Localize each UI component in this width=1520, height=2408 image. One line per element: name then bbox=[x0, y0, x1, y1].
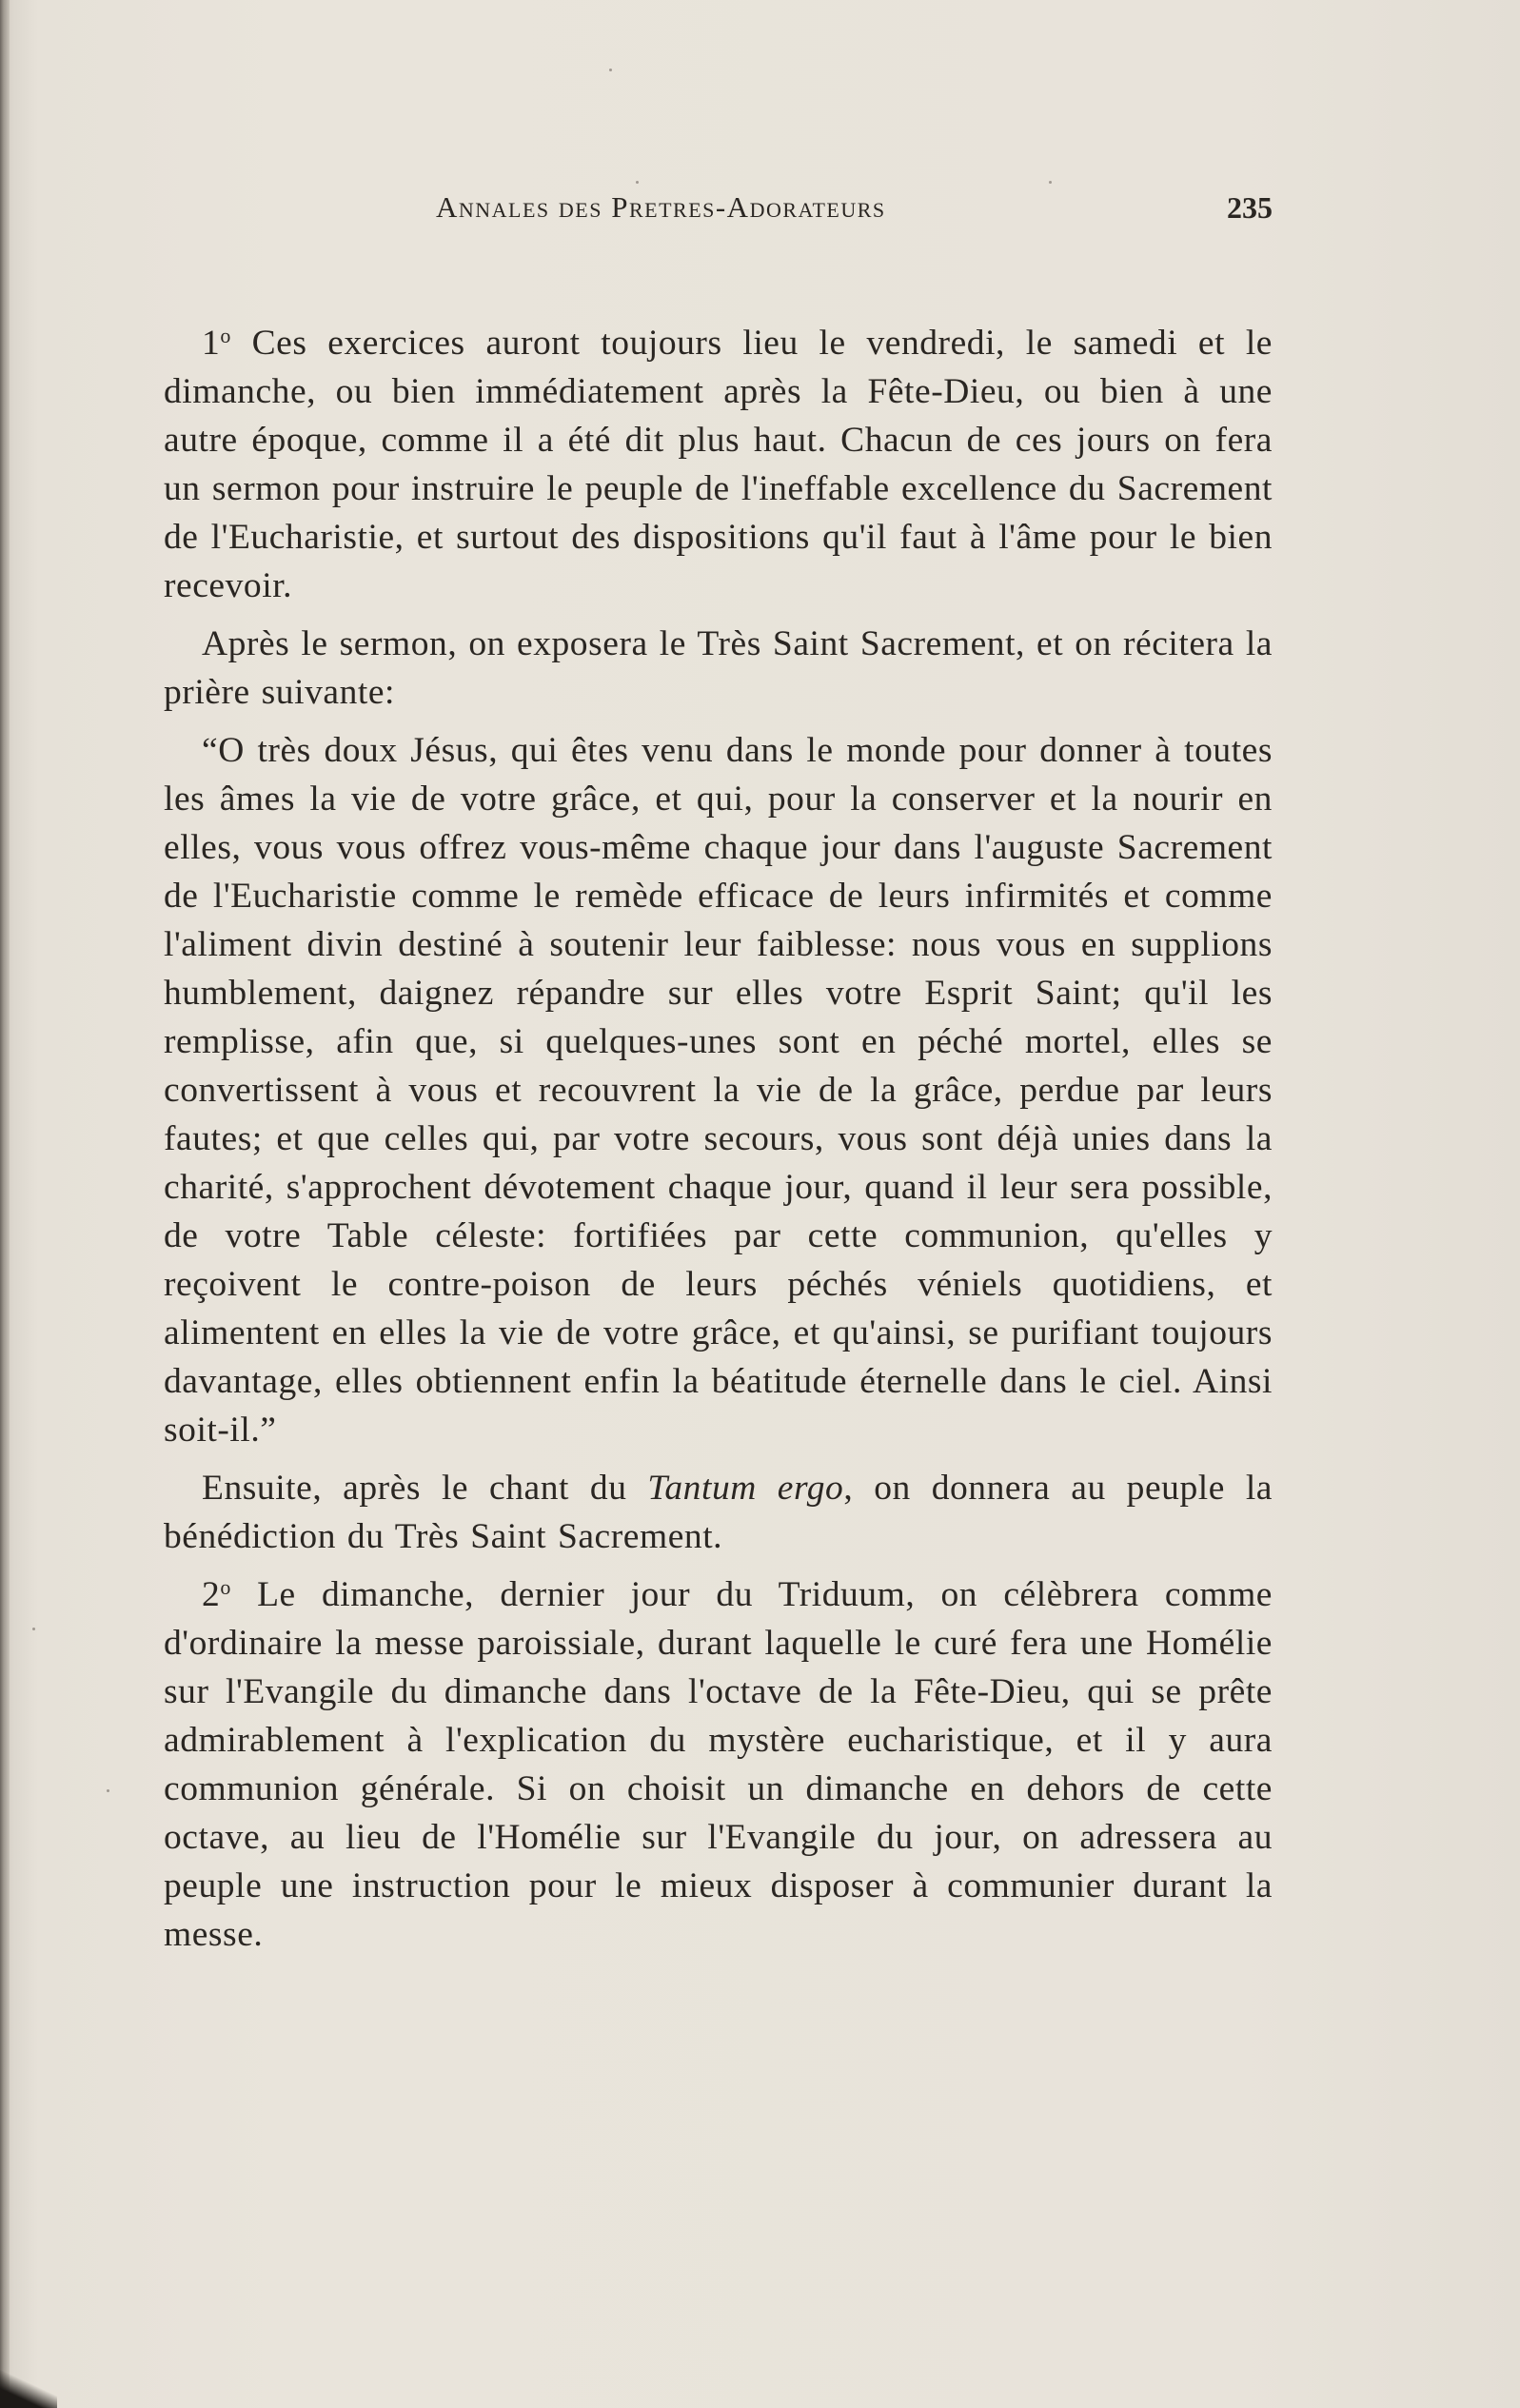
paragraph-4 bbox=[164, 1464, 1273, 1561]
paragraph-1 bbox=[164, 319, 1273, 610]
paper-speck bbox=[636, 181, 639, 184]
paragraph-text: , on donnera au peuple la bénédiction du Très Saint Sacrement. bbox=[164, 1469, 1273, 1556]
paragraph-text: Ensuite, après le chant du bbox=[202, 1469, 648, 1508]
binding-edge bbox=[0, 0, 10, 2408]
paragraph-text: Le dimanche, dernier jour du Triduum, on célèbrera comme d'ordinaire la messe paroissiale, durant laquelle le curé fera une Homélie sur l'Evangile du dimanche dans l'octave de la Fête-Dieu, qui se prête admirablement à l'explication du mystère eucharistique, et il y aura communion générale. Si on choisit un dimanche en dehors de cette octave, au lieu de l'Homélie sur l'Evangile du jour, on adressera au peuple une instruction pour le mieux disposer à communier durant la messe. bbox=[164, 1575, 1273, 1954]
paragraph-prayer bbox=[164, 726, 1273, 1454]
paragraph-text: Ces exercices auront toujours lieu le vendredi, le samedi et le dimanche, ou bien immédiatement après la Fête-Dieu, ou bien à une autre époque, comme il a été dit plus haut. Chacun de ces jours on fera un sermon pour instruire le peuple de l'ineffable excellence du Sacrement de l'Eucharistie, et surtout des dispositions qu'il faut à l'âme pour le bien recevoir. bbox=[164, 324, 1273, 605]
ordinal-superscript: o bbox=[220, 324, 231, 347]
paper-speck bbox=[609, 69, 612, 71]
paragraph-number: 2 bbox=[202, 1575, 221, 1614]
paper-speck bbox=[1049, 181, 1052, 184]
body-text bbox=[164, 319, 1273, 1968]
paragraph-5 bbox=[164, 1570, 1273, 1959]
running-head bbox=[164, 190, 1273, 238]
paper-speck bbox=[32, 1628, 35, 1630]
corner-shadow bbox=[0, 2370, 57, 2408]
paragraph-2 bbox=[164, 620, 1273, 717]
running-title: Annales des Pretres-Adorateurs bbox=[436, 190, 886, 224]
paragraph-number: 1 bbox=[202, 324, 221, 363]
italic-hymn-title: Tantum ergo bbox=[647, 1469, 844, 1508]
paragraph-text: “O très doux Jésus, qui êtes venu dans le monde pour donner à toutes les âmes la vie de votre grâce, et qui, pour la conserver et la nourir en elles, vous vous offrez vous-même chaque jour dans l'auguste Sacrement de l'Eucharistie comme le remède efficace de leurs infirmités et comme l'aliment divin destiné à soutenir leur faiblesse: nous vous en supplions humblement, daignez répandre sur elles votre Esprit Saint; qu'il les remplisse, afin que, si quelques-unes sont en péché mortel, elles se convertissent à vous et recouvrent la vie de la grâce, perdue par leurs fautes; et que celles qui, par votre secours, vous sont déjà unies dans la charité, s'approchent dévotement chaque jour, quand il leur sera possible, de votre Table céleste: fortifiées par cette communion, qu'elles y reçoivent le contre-poison de leurs péchés véniels quotidiens, et alimentent en elles la vie de votre grâce, et qu'ainsi, se purifiant toujours davantage, elles obtiennent enfin la béatitude éternelle dans le ciel. Ainsi soit-il.” bbox=[164, 731, 1273, 1450]
paper-speck bbox=[107, 1789, 109, 1792]
ordinal-superscript: o bbox=[220, 1575, 231, 1599]
paragraph-text: Après le sermon, on exposera le Très Saint Sacrement, et on récitera la prière suivante: bbox=[164, 624, 1273, 712]
page-number: 235 bbox=[1227, 190, 1273, 225]
